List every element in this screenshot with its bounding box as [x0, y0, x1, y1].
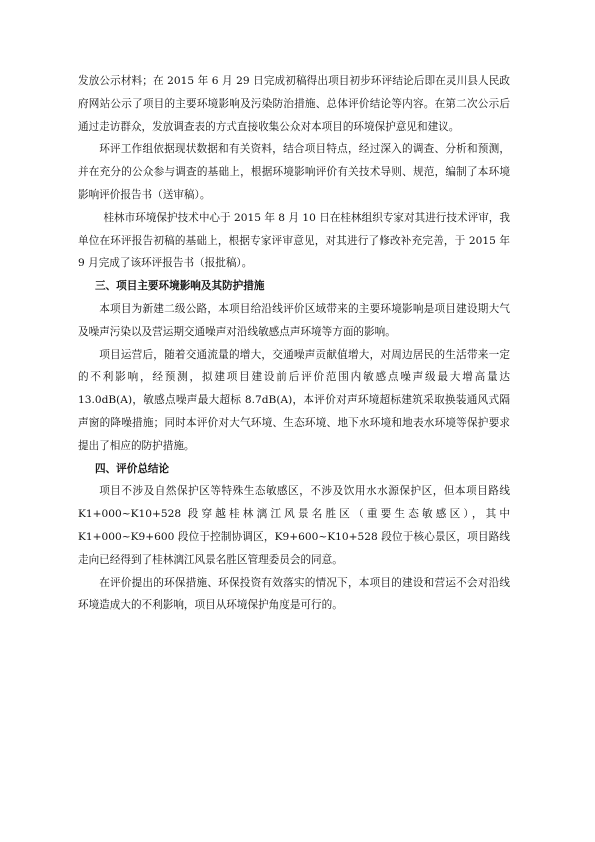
intro-continuation-paragraph: 发放公示材料；在 2015 年 6 月 29 日完成初稿得出项目初步环评结论后即在灵川县人民政府网站公示了项目的主要环境影响及污染防治措施、总体评价结论等内容。在第二次公示后通过走访群众，发放调查表的方式直接收集公众对本项目的环境保护意见和建议。	[78, 75, 510, 133]
review-paragraph: 桂林市环境保护技术中心于 2015 年 8 月 10 日在桂林组织专家对其进行技术评审，我单位在环评报告初稿的基础上，根据专家评审意见，对其进行了修改补充完善，于 2015 年 9 月完成了该环评报告书（报批稿）。	[78, 211, 510, 270]
work-paragraph: 环评工作组依据现状数据和有关资料，结合项目特点，经过深入的调查、分析和预测，并在充分的公众参与调查的基础上，根据环境影响评价有关技术导则、规范，编制了本环境影响评价报告书（送审稿）。	[78, 143, 510, 201]
section-4-paragraph-2: 在评价提出的环保措施、环保投资有效落实的情况下，本项目的建设和营运不会对沿线环境造成大的不利影响，项目从环境保护角度是可行的。	[78, 576, 510, 612]
section-4-paragraph-1: 项目不涉及自然保护区等特殊生态敏感区，不涉及饮用水水源保护区，但本项目路线 K1+000~K10+528 段穿越桂林漓江风景名胜区（重要生态敏感区），其中 K1+000~K9+600 段位于控制协调区，K9+600~K10+528 段位于核心景区，项目路线走向已经得到了桂林漓江风景名胜区管理委员会的同意。	[78, 485, 510, 566]
section-3-paragraph-2: 项目运营后，随着交通流量的增大，交通噪声贡献值增大，对周边居民的生活带来一定的不利影响，经预测，拟建项目建设前后评价范围内敏感点噪声级最大增高量达 13.0dB(A)，敏感点噪声最大超标 8.7dB(A)，本评价对声环境超标建筑采取换装通风式隔声窗的降噪措施；同时本评价对大气环境、生态环境、地下水环境和地表水环境等保护要求提出了相应的防护措施。	[78, 348, 510, 452]
document-body	[78, 70, 510, 617]
section-4-heading: 四、评价总结论	[94, 462, 170, 475]
section-3-paragraph-1: 本项目为新建二级公路，本项目给沿线评价区域带来的主要环境影响是项目建设期大气及噪声污染以及营运期交通噪声对沿线敏感点声环境等方面的影响。	[78, 302, 510, 338]
section-3-heading: 三、项目主要环境影响及其防护措施	[94, 280, 265, 293]
